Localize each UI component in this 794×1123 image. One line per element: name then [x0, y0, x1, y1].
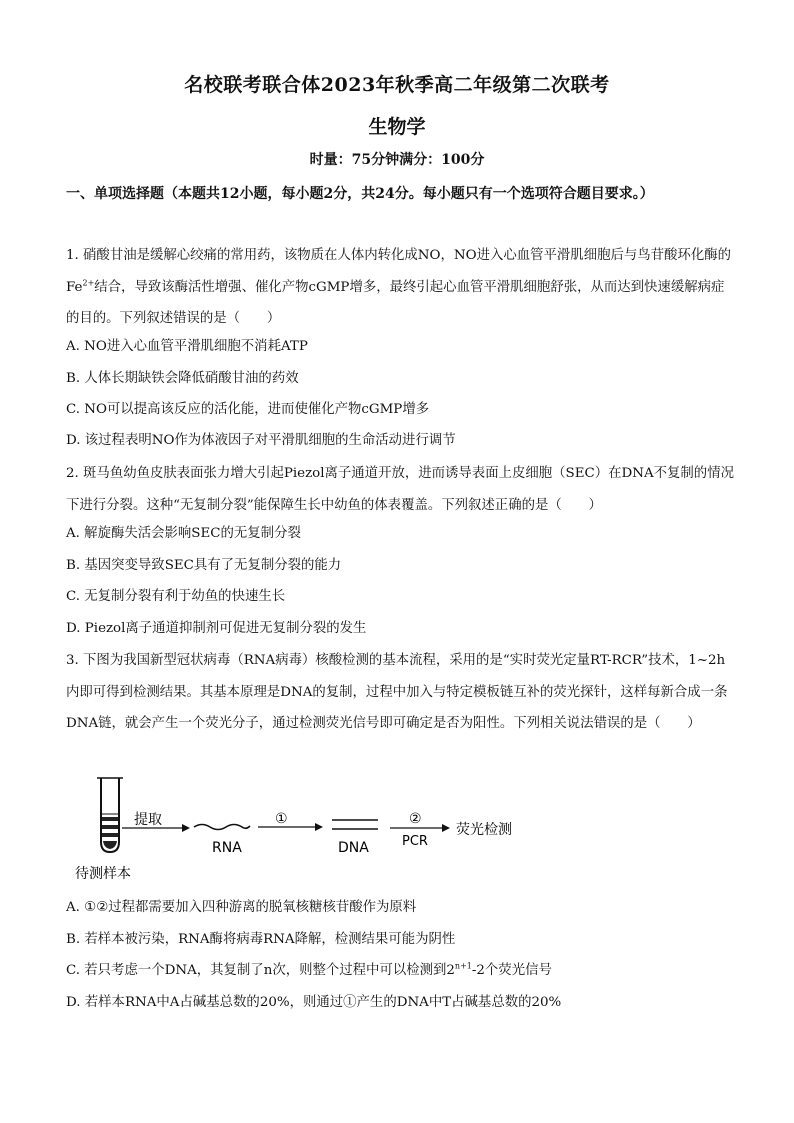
q3-option-a: A. ①②过程都需要加入四种游离的脱氧核糖核苷酸作为原料 — [66, 900, 417, 915]
detect-label: 荧光检测 — [456, 822, 512, 838]
arrow-step1-icon — [258, 823, 323, 831]
q1-stem-superscript: 2+ — [82, 278, 95, 288]
q1-stem-part-b: 结合，导致该酶活性增强、催化产物cGMP增多，最终引起心血管平滑肌细胞舒张，从而达到快速缓解病症的目的。下列叙述错误的是（ ） — [66, 279, 725, 326]
q1-option-d: D. 该过程表明NO作为体液因子对平滑肌细胞的生命活动进行调节 — [66, 433, 456, 448]
q2-option-c: C. 无复制分裂有利于幼鱼的快速生长 — [66, 589, 286, 604]
q3-option-d: D. 若样本RNA中A占碱基总数的20%，则通过①产生的DNA中T占碱基总数的20% — [66, 995, 562, 1010]
exam-info: 时量：75分钟满分：100分 — [309, 152, 485, 168]
rt-pcr-flow-diagram — [70, 770, 550, 885]
question-2-stem — [66, 458, 736, 521]
q2-option-d: D. Piezol离子通道抑制剂可促进无复制分裂的发生 — [66, 621, 367, 636]
test-tube-icon — [97, 778, 123, 852]
sample-label: 待测样本 — [75, 866, 131, 882]
question-3-stem — [66, 645, 736, 740]
q3-option-c — [66, 961, 736, 981]
step2-label: ② — [409, 811, 422, 827]
q3-option-c-part-a: C. 若只考虑一个DNA，其复制了n次，则整个过程中可以检测到2 — [66, 963, 455, 978]
step1-label: ① — [275, 811, 288, 827]
extract-label: 提取 — [134, 812, 162, 828]
q3-option-c-part-b: -2个荧光信号 — [471, 963, 552, 978]
dna-double-strand-icon — [332, 820, 378, 829]
rna-strand-icon — [194, 825, 250, 830]
question-1-stem — [66, 240, 736, 335]
q1-option-c: C. NO可以提高该反应的活化能，进而使催化产物cGMP增多 — [66, 402, 430, 417]
q2-stem-text: 2. 斑马鱼幼鱼皮肤表面张力增大引起Piezol离子通道开放，进而诱导表面上皮细胞（SEC）在DNA不复制的情况下进行分裂。这种“无复制分裂”能保障生长中幼鱼的体表覆盖。下列叙述正确的是（ ） — [66, 466, 734, 513]
q2-option-a: A. 解旋酶失活会影响SEC的无复制分裂 — [66, 526, 301, 541]
pcr-label: PCR — [402, 834, 428, 849]
subject-title: 生物学 — [368, 116, 426, 138]
q3-stem-text: 3. 下图为我国新型冠状病毒（RNA病毒）核酸检测的基本流程，采用的是“实时荧光定量RT-RCR”技术，1~2h内即可得到检测结果。其基本原理是DNA的复制，过程中加入与特定模板链互补的荧光探针，这样每新合成一条DNA链，就会产生一个荧光分子，通过检测荧光信号即可确定是否为阳性。下列相关说法错误的是（ ） — [66, 653, 728, 731]
section-heading: 一、单项选择题（本题共12小题，每小题2分，共24分。每小题只有一个选项符合题目要求。） — [66, 186, 654, 202]
q3-option-b: B. 若样本被污染，RNA酶将病毒RNA降解，检测结果可能为阴性 — [66, 932, 456, 947]
dna-label: DNA — [338, 840, 369, 856]
q2-option-b: B. 基因突变导致SEC具有了无复制分裂的能力 — [66, 558, 342, 573]
exam-title: 名校联考联合体2023年秋季高二年级第二次联考 — [184, 74, 610, 96]
q3-option-c-superscript: n+1 — [454, 961, 472, 971]
rna-label: RNA — [212, 840, 242, 856]
q1-option-a: A. NO进入心血管平滑肌细胞不消耗ATP — [66, 339, 308, 354]
q1-stem-part-a: 1. 硝酸甘油是缓解心绞痛的常用药，该物质在人体内转化成NO，NO进入心血管平滑肌细胞后与鸟苷酸环化酶的Fe — [66, 248, 731, 295]
q1-option-b: B. 人体长期缺铁会降低硝酸甘油的药效 — [66, 371, 299, 386]
